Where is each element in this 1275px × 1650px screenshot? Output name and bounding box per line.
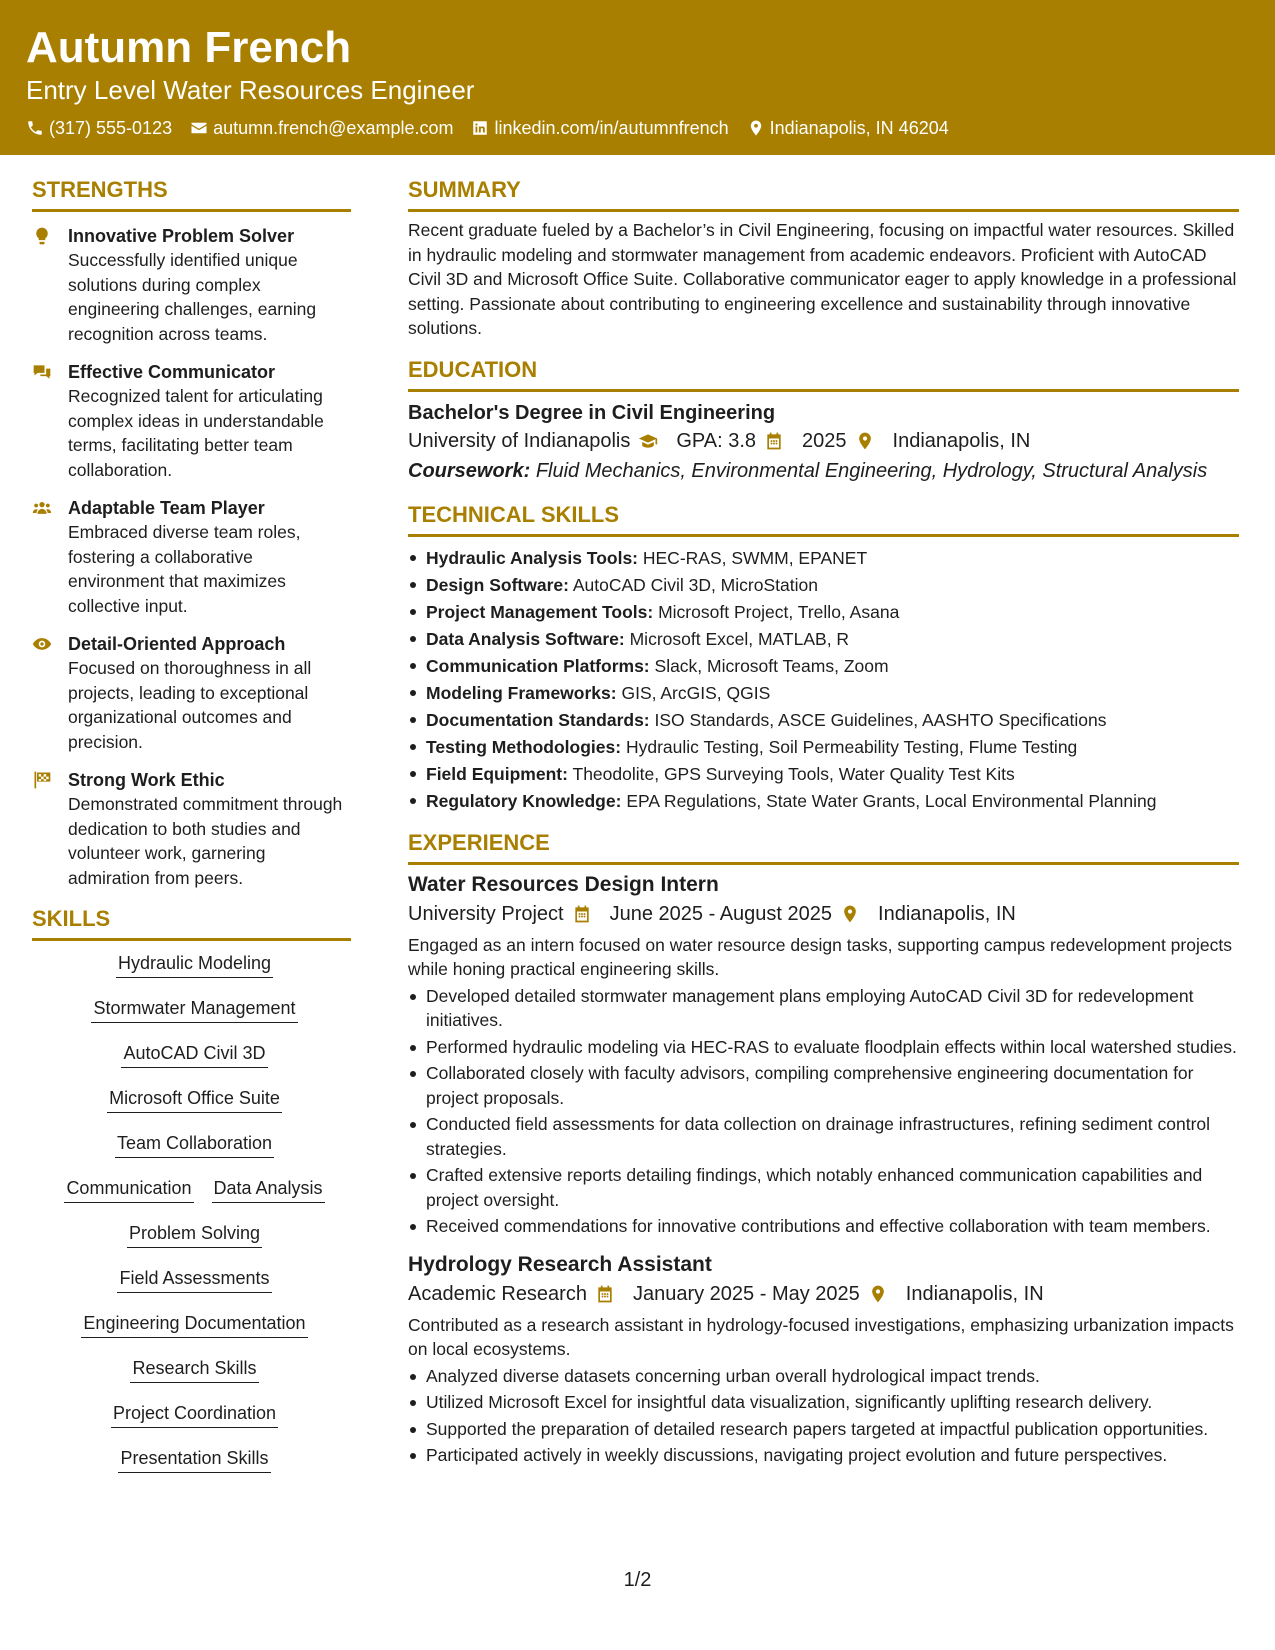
list-item: Collaborated closely with faculty advisors, compiling comprehensive engineering documentation for project proposals. [408, 1061, 1239, 1110]
skill-tag: Presentation Skills [118, 1446, 270, 1473]
strength-item [32, 768, 351, 890]
job-org: University Project [408, 902, 564, 925]
strength-title: Strong Work Ethic [68, 770, 225, 790]
strength-item [32, 496, 351, 618]
location-text: Indianapolis, IN 46204 [769, 118, 949, 138]
page-number: 1/2 [623, 1569, 652, 1591]
summary-text: Recent graduate fueled by a Bachelor’s in Civil Engineering, focusing on impactful water resources. Skilled in hydraulic modeling and stormwater management from academic endeavors. Proficient with AutoCAD Civil 3D and Microsoft Office Suite. Collaborative communicator eager to apply knowledge in a professional setting. Passionate about contributing to engineering excellence and sustainability through innovative solutions. [408, 220, 1237, 338]
edu-location [893, 426, 1031, 456]
linkedin-icon [471, 119, 489, 137]
calendar-icon [572, 904, 592, 924]
list-item: Performed hydraulic modeling via HEC-RAS to evaluate floodplain effects within local watershed studies. [408, 1035, 1239, 1060]
lightbulb-icon [32, 226, 52, 246]
strength-desc: Embraced diverse team roles, fostering a collaborative environment that maximizes collective input. [68, 522, 301, 616]
map-pin-icon [855, 431, 875, 451]
strength-title: Adaptable Team Player [68, 498, 265, 518]
job-meta [408, 899, 1239, 929]
strength-title: Effective Communicator [68, 362, 276, 382]
technical-skills-list [408, 545, 1239, 814]
strength-desc: Demonstrated commitment through dedication to both studies and volunteer work, garnering admiration from peers. [68, 794, 343, 888]
skill-tag: Team Collaboration [115, 1131, 274, 1158]
candidate-role: Entry Level Water Resources Engineer [26, 75, 475, 105]
list-item: Hydraulic Analysis Tools: HEC-RAS, SWMM, EPANET [408, 545, 1239, 571]
map-pin-icon [747, 119, 765, 137]
contact-email[interactable] [190, 116, 453, 140]
strength-item [32, 224, 351, 346]
list-item: Regulatory Knowledge: EPA Regulations, State Water Grants, Local Environmental Planning [408, 788, 1239, 814]
degree-title: Bachelor's Degree in Civil Engineering [408, 401, 776, 424]
list-item: Analyzed diverse datasets concerning urban overall hydrological impact trends. [408, 1364, 1239, 1389]
grad-year [802, 426, 875, 456]
list-item: Data Analysis Software: Microsoft Excel, MATLAB, R [408, 626, 1239, 652]
education-meta [408, 426, 1239, 456]
skill-tag: Microsoft Office Suite [107, 1086, 282, 1113]
coursework-label: Coursework: [408, 459, 531, 482]
skill-tag: Stormwater Management [91, 996, 297, 1023]
list-item: Received commendations for innovative contributions and effective collaboration with team members. [408, 1214, 1239, 1239]
list-item: Communication Platforms: Slack, Microsoft Teams, Zoom [408, 653, 1239, 679]
list-item: Documentation Standards: ISO Standards, ASCE Guidelines, AASHTO Specifications [408, 707, 1239, 733]
right-column [408, 175, 1239, 1470]
calendar-icon [595, 1284, 615, 1304]
list-item: Utilized Microsoft Excel for insightful data visualization, significantly uplifting research delivery. [408, 1390, 1239, 1415]
strength-desc: Recognized talent for articulating complex ideas in understandable terms, facilitating better team collaboration. [68, 386, 324, 480]
graduation-cap-icon [638, 431, 658, 451]
users-icon [32, 498, 52, 518]
job-dates: June 2025 - August 2025 [609, 902, 833, 925]
strength-title: Innovative Problem Solver [68, 226, 295, 246]
strength-desc: Successfully identified unique solutions during complex engineering challenges, earning recognition across teams. [68, 250, 317, 344]
list-item: Testing Methodologies: Hydraulic Testing, Soil Permeability Testing, Flume Testing [408, 734, 1239, 760]
job-org: Academic Research [408, 1282, 587, 1305]
list-item: Supported the preparation of detailed research papers targeted at impactful publication opportunities. [408, 1417, 1239, 1442]
strength-item [32, 632, 351, 754]
skill-tag: Hydraulic Modeling [116, 951, 273, 978]
coursework-text: Fluid Mechanics, Environmental Engineering, Hydrology, Structural Analysis [535, 459, 1208, 482]
contact-location [747, 116, 949, 140]
gpa [676, 426, 784, 456]
list-item: Participated actively in weekly discussions, navigating project evolution and future perspectives. [408, 1443, 1239, 1468]
job-dates: January 2025 - May 2025 [632, 1282, 860, 1305]
job-description: Contributed as a research assistant in hydrology-focused investigations, emphasizing urbanization impacts on local ecosystems. [408, 1314, 1234, 1359]
job-entry [408, 1251, 1239, 1468]
left-column [32, 175, 351, 1491]
contact-phone[interactable] [26, 116, 172, 140]
skill-tag: Engineering Documentation [81, 1311, 307, 1338]
map-pin-icon [868, 1284, 888, 1304]
map-pin-icon [840, 904, 860, 924]
skill-tag: Communication [64, 1176, 193, 1203]
list-item: Developed detailed stormwater management plans employing AutoCAD Civil 3D for redevelopment initiatives. [408, 984, 1239, 1033]
job-bullets [408, 984, 1239, 1239]
school [408, 426, 658, 456]
comments-icon [32, 362, 52, 382]
job-location: Indianapolis, IN [878, 902, 1016, 925]
strength-title: Detail-Oriented Approach [68, 634, 286, 654]
skill-tag: AutoCAD Civil 3D [121, 1041, 267, 1068]
summary-heading: SUMMARY [408, 175, 1239, 212]
school-name: University of Indianapolis [408, 429, 631, 452]
job-meta [408, 1279, 1239, 1309]
job-location: Indianapolis, IN [905, 1282, 1044, 1305]
list-item: Project Management Tools: Microsoft Project, Trello, Asana [408, 599, 1239, 625]
list-item: Modeling Frameworks: GIS, ArcGIS, QGIS [408, 680, 1239, 706]
linkedin-text: linkedin.com/in/autumnfrench [494, 118, 729, 138]
envelope-icon [190, 119, 208, 137]
strengths-heading: STRENGTHS [32, 175, 351, 212]
contact-bar [26, 116, 1249, 140]
strength-item [32, 360, 351, 482]
strength-desc: Focused on thoroughness in all projects, leading to exceptional organizational outcomes and precision. [68, 658, 312, 752]
skill-tag: Research Skills [130, 1356, 258, 1383]
coursework [408, 456, 1239, 486]
education-heading: EDUCATION [408, 355, 1239, 392]
phone-icon [26, 119, 44, 137]
strengths-list [32, 224, 351, 890]
skill-tag: Problem Solving [127, 1221, 262, 1248]
skill-tag: Data Analysis [212, 1176, 325, 1203]
candidate-name: Autumn French [26, 23, 352, 72]
list-item: Crafted extensive reports detailing findings, which notably enhanced communication capabilities and project oversight. [408, 1163, 1239, 1212]
job-description: Engaged as an intern focused on water resource design tasks, supporting campus redevelopment projects while honing practical engineering skills. [408, 934, 1232, 979]
list-item: Conducted field assessments for data collection on drainage infrastructures, refining sediment control strategies. [408, 1112, 1239, 1161]
eye-icon [32, 634, 52, 654]
skill-tag: Field Assessments [117, 1266, 271, 1293]
contact-linkedin[interactable] [471, 116, 728, 140]
edu-location-text: Indianapolis, IN [892, 429, 1031, 452]
list-item: Design Software: AutoCAD Civil 3D, MicroStation [408, 572, 1239, 598]
job-entry [408, 871, 1239, 1239]
phone-text: (317) 555-0123 [49, 118, 173, 138]
gpa-text: GPA: 3.8 [676, 429, 757, 452]
skills-heading: SKILLS [32, 904, 351, 941]
list-item: Field Equipment: Theodolite, GPS Surveying Tools, Water Quality Test Kits [408, 761, 1239, 787]
experience-heading: EXPERIENCE [408, 828, 1239, 865]
job-title: Water Resources Design Intern [408, 872, 719, 896]
flag-checkered-icon [32, 770, 52, 790]
email-text: autumn.french@example.com [213, 118, 454, 138]
year-text: 2025 [802, 429, 847, 452]
job-bullets [408, 1364, 1239, 1468]
skills-list [32, 951, 351, 1491]
resume-header [0, 0, 1275, 155]
job-title: Hydrology Research Assistant [408, 1252, 712, 1276]
technical-skills-heading: TECHNICAL SKILLS [408, 500, 1239, 537]
skill-tag: Project Coordination [111, 1401, 278, 1428]
calendar-icon [764, 431, 784, 451]
